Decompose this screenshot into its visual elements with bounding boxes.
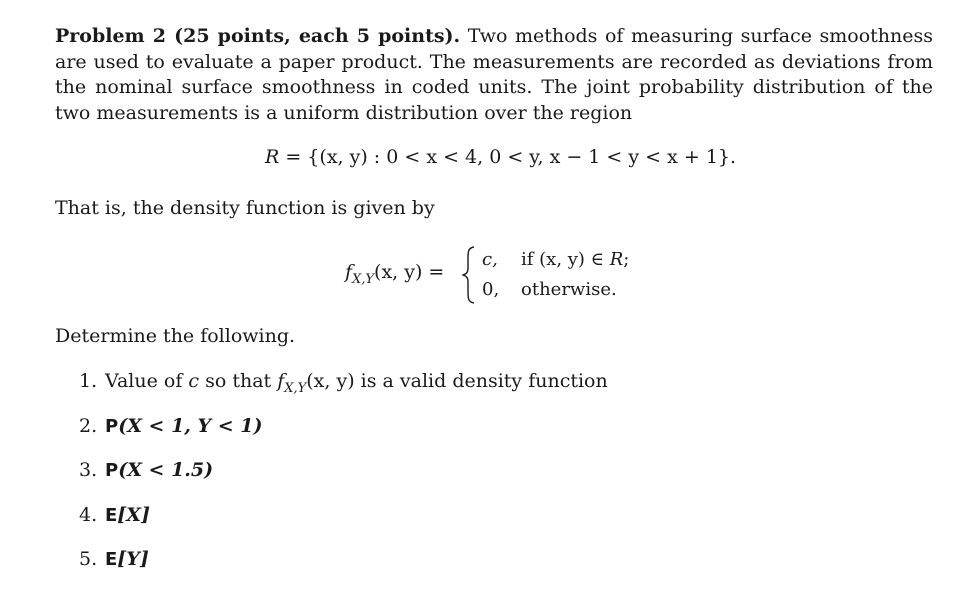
item-expression: [Y]: [117, 548, 149, 570]
case1-cond-set: R: [609, 249, 624, 270]
case1-value: c,: [482, 249, 498, 270]
that-is-text: That is, the density function is given by: [55, 197, 435, 219]
item-number: 2.: [79, 415, 98, 437]
item-expression: (X < 1.5): [118, 459, 214, 481]
item-text: Value of: [105, 370, 189, 392]
probability-operator: P: [105, 416, 119, 437]
case2-condition: otherwise.: [521, 279, 617, 300]
list-item: [79, 370, 608, 396]
density-args: (x, y) =: [374, 261, 445, 283]
case2-value: 0,: [482, 279, 500, 300]
item-number: 5.: [79, 548, 98, 570]
list-item: [79, 459, 213, 481]
problem-title: Problem 2 (25 points, each 5 points).: [55, 25, 461, 47]
region-body: = {(x, y) : 0 < x < 4, 0 < y, x − 1 < y < x + 1}.: [279, 146, 737, 168]
item-f: f: [277, 370, 285, 392]
probability-operator: P: [105, 460, 119, 481]
item-text: is a valid density function: [354, 370, 608, 392]
expectation-operator: E: [105, 505, 118, 526]
left-brace-icon: [462, 246, 476, 304]
density-f: f: [345, 261, 353, 283]
problem-intro-text: Two methods of measuring surface smoothness are used to evaluate a paper product. The measurements are recorded as deviations from the nominal surface smoothness in coded units. The joint probability distribution of the two measurements is a uniform distribution over the region: [55, 25, 933, 124]
item-var: c: [188, 370, 200, 392]
case1-cond-pre: if (x, y) ∈: [521, 249, 610, 270]
item-text: so that: [199, 370, 278, 392]
list-item: [79, 415, 262, 437]
density-function: [345, 246, 665, 306]
list-item: [79, 504, 150, 526]
problem-intro: [55, 24, 933, 126]
item-expression: [X]: [117, 504, 151, 526]
item-number: 4.: [79, 504, 98, 526]
expectation-operator: E: [105, 549, 118, 570]
region-symbol: R: [265, 146, 280, 168]
determine-text: Determine the following.: [55, 325, 296, 347]
item-number: 3.: [79, 459, 98, 481]
case1-cond-post: ;: [623, 249, 630, 270]
density-lhs: [345, 261, 444, 287]
list-item: [79, 548, 149, 570]
case1-condition: [521, 249, 629, 270]
item-subscript: X,Y: [284, 380, 307, 396]
item-expression: (X < 1, Y < 1): [118, 415, 263, 437]
item-args: (x, y): [306, 370, 355, 392]
density-subscript: X,Y: [352, 271, 375, 287]
region-definition: [265, 146, 736, 168]
item-number: 1.: [79, 370, 98, 392]
